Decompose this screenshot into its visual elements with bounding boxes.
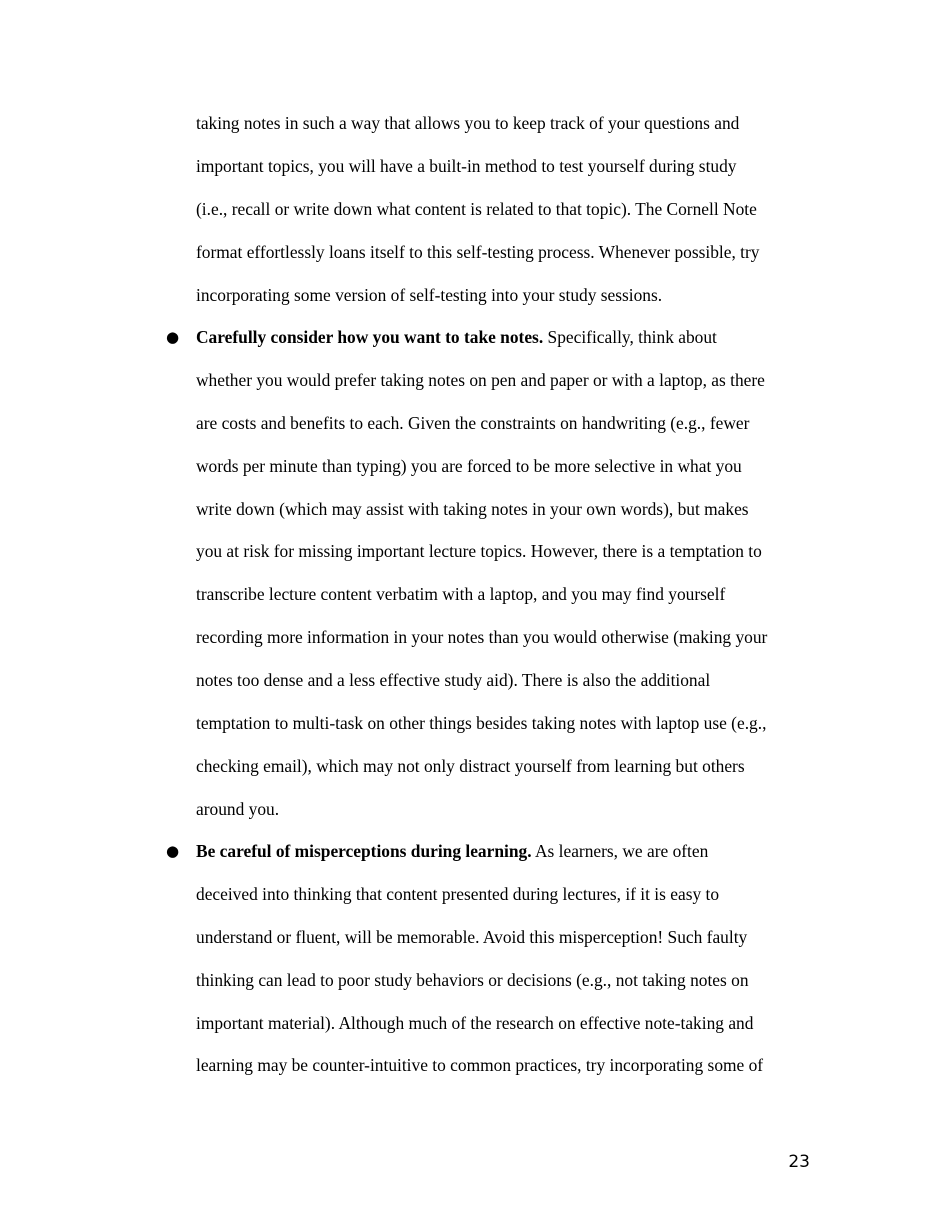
bullet-lead-heading: Be careful of misperceptions during learning. [196, 841, 532, 861]
text-line: temptation to multi-task on other things besides taking notes with laptop use (e.g., [196, 713, 767, 734]
text-line: write down (which may assist with taking notes in your own words), but makes [196, 498, 749, 519]
text-line: checking email), which may not only distract yourself from learning but others [196, 755, 745, 776]
bullet-marker: ● [166, 328, 180, 346]
text-line [196, 316, 836, 359]
text-line: important material). Although much of the research on effective note-taking and [196, 1012, 754, 1033]
bullet-item-misperceptions [196, 830, 836, 1087]
text-line: learning may be counter-intuitive to common practices, try incorporating some of [196, 1055, 764, 1076]
text-line [196, 830, 836, 873]
bullet-lead-heading: Carefully consider how you want to take notes. [196, 327, 544, 347]
text-line: transcribe lecture content verbatim with a laptop, and you may find yourself [196, 584, 726, 605]
bullet-first-line-rest: As learners, we are often [531, 841, 709, 861]
text-line: important topics, you will have a built-in method to test yourself during study [196, 155, 737, 176]
bullet-item-note-taking-method [196, 316, 836, 831]
text-line: around you. [196, 798, 280, 819]
text-line: incorporating some version of self-testing into your study sessions. [196, 284, 663, 305]
text-line: (i.e., recall or write down what content is related to that topic). The Cornell Note [196, 198, 757, 219]
text-line: recording more information in your notes than you would otherwise (making your [196, 627, 768, 648]
text-line: thinking can lead to poor study behaviors or decisions (e.g., not taking notes on [196, 969, 749, 990]
bullet-first-line-rest: Specifically, think about [543, 327, 717, 347]
text-line: are costs and benefits to each. Given the constraints on handwriting (e.g., fewer [196, 412, 750, 433]
text-line: words per minute than typing) you are forced to be more selective in what you [196, 455, 742, 476]
text-line: format effortlessly loans itself to this self-testing process. Whenever possible, try [196, 241, 760, 262]
text-line: deceived into thinking that content presented during lectures, if it is easy to [196, 883, 720, 904]
text-line: notes too dense and a less effective study aid). There is also the additional [196, 670, 711, 691]
bullet-marker: ● [166, 842, 180, 860]
page-number: 23 [788, 1152, 810, 1172]
text-line: whether you would prefer taking notes on pen and paper or with a laptop, as there [196, 369, 765, 390]
text-line: understand or fluent, will be memorable. Avoid this misperception! Such faulty [196, 926, 748, 947]
continuation-paragraph [196, 102, 836, 316]
text-line: you at risk for missing important lecture topics. However, there is a temptation to [196, 541, 762, 562]
text-line: taking notes in such a way that allows you to keep track of your questions and [196, 113, 740, 133]
